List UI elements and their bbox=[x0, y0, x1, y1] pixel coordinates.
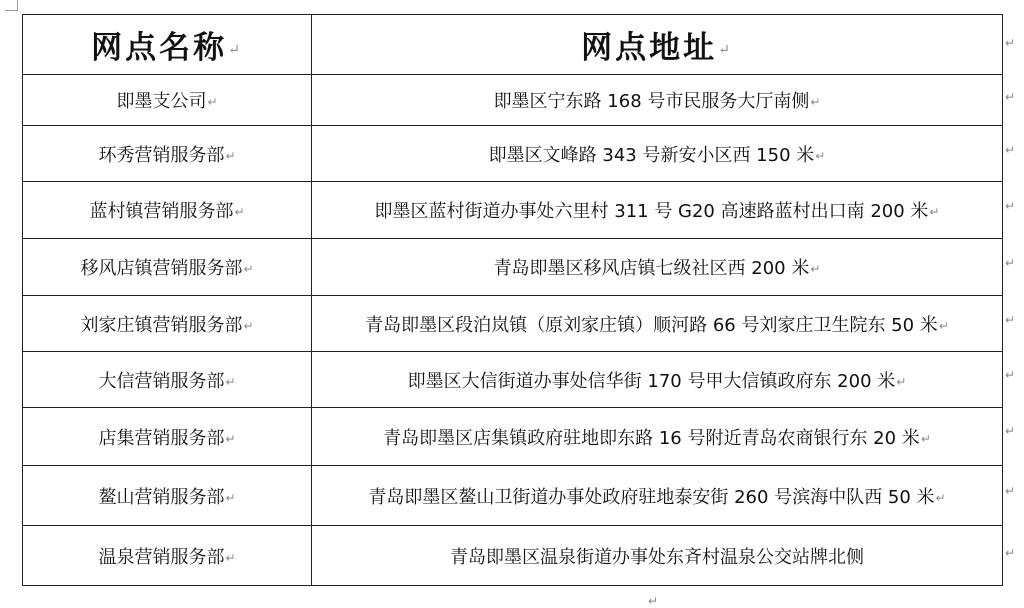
branch-name: 环秀营销服务部 bbox=[98, 144, 225, 166]
paragraph-mark: ↵ bbox=[810, 262, 821, 276]
page-corner-mark bbox=[5, 0, 18, 11]
row-end-mark: ↵ bbox=[1005, 484, 1016, 498]
branch-address: 青岛即墨区温泉街道办事处东斉村温泉公交站牌北侧 bbox=[450, 546, 864, 568]
branch-address-cell bbox=[312, 352, 1003, 408]
branch-name-cell bbox=[23, 352, 312, 408]
paragraph-mark: ↵ bbox=[207, 95, 218, 109]
row-end-mark: ↵ bbox=[1005, 313, 1016, 327]
paragraph-mark: ↵ bbox=[225, 431, 236, 446]
branch-address-cell bbox=[312, 239, 1003, 296]
branch-name-cell bbox=[23, 75, 312, 126]
branch-address: 即墨区宁东路 168 号市民服务大厅南侧 bbox=[493, 91, 810, 112]
branch-address: 青岛即墨区移风店镇七级社区西 200 米 bbox=[493, 258, 810, 279]
row-end-mark: ↵ bbox=[1005, 256, 1016, 270]
branch-address: 青岛即墨区段泊岚镇（原刘家庄镇）顺河路 66 号刘家庄卫生院东 50 米 bbox=[365, 314, 938, 336]
branch-address: 即墨区蓝村街道办事处六里村 311 号 G20 高速路蓝村出口南 200 米 bbox=[374, 201, 929, 222]
branch-address-cell bbox=[312, 75, 1003, 126]
row-end-mark: ↵ bbox=[1005, 199, 1016, 213]
header-branch-address-text: 网点地址 bbox=[581, 30, 718, 66]
row-end-mark: ↵ bbox=[1005, 143, 1016, 157]
branch-name: 店集营销服务部 bbox=[98, 427, 225, 449]
table-row bbox=[23, 296, 1003, 352]
paragraph-mark: ↵ bbox=[243, 318, 254, 333]
branch-name: 温泉营销服务部 bbox=[98, 546, 225, 568]
table-row bbox=[23, 239, 1003, 296]
branch-address-cell bbox=[312, 526, 1003, 586]
branch-name: 大信营销服务部 bbox=[98, 370, 225, 392]
paragraph-mark: ↵ bbox=[920, 431, 931, 446]
header-branch-name-text: 网点名称 bbox=[91, 30, 228, 66]
branch-name: 即墨支公司 bbox=[116, 91, 207, 112]
branch-address: 即墨区文峰路 343 号新安小区西 150 米 bbox=[488, 144, 815, 166]
table-row bbox=[23, 408, 1003, 466]
paragraph-mark: ↵ bbox=[815, 148, 826, 163]
row-end-mark: ↵ bbox=[1005, 36, 1016, 50]
paragraph-mark: ↵ bbox=[938, 318, 949, 333]
paragraph-mark: ↵ bbox=[225, 374, 236, 389]
branch-address-cell bbox=[312, 296, 1003, 352]
paragraph-mark: ↵ bbox=[228, 41, 243, 58]
row-end-mark: ↵ bbox=[1005, 424, 1016, 438]
branch-name-cell bbox=[23, 182, 312, 239]
paragraph-mark: ↵ bbox=[896, 374, 907, 389]
branch-name: 刘家庄镇营销服务部 bbox=[80, 314, 243, 336]
branch-address-cell bbox=[312, 408, 1003, 466]
paragraph-mark: ↵ bbox=[225, 148, 236, 163]
row-end-mark: ↵ bbox=[1005, 90, 1016, 104]
row-end-mark: ↵ bbox=[1005, 546, 1016, 560]
branch-name-cell bbox=[23, 408, 312, 466]
branch-name-cell bbox=[23, 296, 312, 352]
header-branch-name bbox=[23, 15, 312, 75]
branch-address-cell bbox=[312, 182, 1003, 239]
paragraph-mark: ↵ bbox=[929, 205, 940, 219]
branch-name-cell bbox=[23, 526, 312, 586]
header-branch-address bbox=[312, 15, 1003, 75]
branch-name-cell bbox=[23, 239, 312, 296]
paragraph-mark: ↵ bbox=[935, 490, 946, 505]
row-end-mark: ↵ bbox=[1005, 368, 1016, 382]
branch-address: 青岛即墨区鳌山卫街道办事处政府驻地泰安街 260 号滨海中队西 50 米 bbox=[368, 486, 935, 508]
branch-name: 鳌山营销服务部 bbox=[98, 486, 225, 508]
paragraph-mark: ↵ bbox=[718, 41, 733, 58]
branch-name: 蓝村镇营销服务部 bbox=[89, 201, 234, 222]
table-row bbox=[23, 526, 1003, 586]
table-row bbox=[23, 182, 1003, 239]
table-header-row bbox=[23, 15, 1003, 75]
paragraph-mark: ↵ bbox=[243, 262, 254, 276]
table-row bbox=[23, 75, 1003, 126]
table-row bbox=[23, 352, 1003, 408]
final-paragraph-mark: ↵ bbox=[648, 594, 659, 608]
branch-address-cell bbox=[312, 466, 1003, 526]
paragraph-mark: ↵ bbox=[234, 205, 245, 219]
branch-name-cell bbox=[23, 466, 312, 526]
table-row bbox=[23, 126, 1003, 182]
branch-address: 即墨区大信街道办事处信华街 170 号甲大信镇政府东 200 米 bbox=[407, 370, 896, 392]
branch-address-cell bbox=[312, 126, 1003, 182]
branch-name-cell bbox=[23, 126, 312, 182]
paragraph-mark: ↵ bbox=[225, 490, 236, 505]
paragraph-mark: ↵ bbox=[810, 95, 821, 109]
branch-address: 青岛即墨区店集镇政府驻地即东路 16 号附近青岛农商银行东 20 米 bbox=[383, 427, 920, 449]
paragraph-mark: ↵ bbox=[225, 550, 236, 565]
branch-table bbox=[22, 14, 1003, 586]
branch-name: 移风店镇营销服务部 bbox=[80, 258, 243, 279]
table-row bbox=[23, 466, 1003, 526]
